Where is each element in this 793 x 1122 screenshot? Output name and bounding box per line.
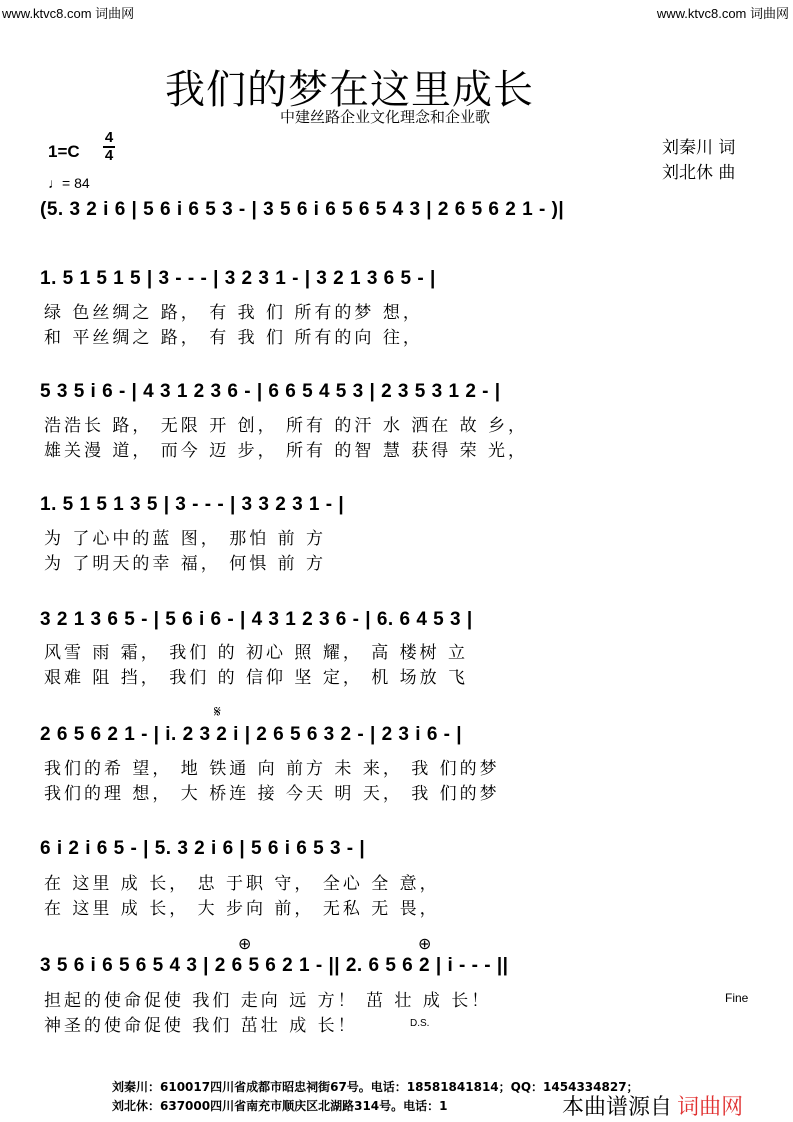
system-5-lyrics-1: 风雪 雨 霜， 我们 的 初心 照 耀， 高 楼树 立	[44, 643, 469, 663]
system-4-lyrics-2: 为 了明天的幸 福， 何惧 前 方	[44, 554, 327, 574]
coda-sign-1: ⊕	[238, 934, 252, 953]
system-5-notes: 3 2 1 3 6 5 - | 5 6 i 6 - | 4 3 1 2 3 6 - | 6. 6 4 5 3 |	[40, 609, 473, 630]
source-brand-name: 词曲网	[677, 1095, 744, 1120]
system-1-notes: (5. 3 2 i 6 | 5 6 i 6 5 3 - | 3 5 6 i 6 5 6 5 4 3 | 2 6 5 6 2 1 - )|	[40, 199, 565, 220]
system-6-notes: 2 6 5 6 2 1 - | i. 2 3 2 i | 2 6 5 6 3 2 - | 2 3 i 6 - |	[40, 724, 463, 745]
quarter-note-icon: ♩	[48, 175, 62, 191]
lyricist-credit: 刘秦川 词	[662, 138, 736, 158]
system-4-notes: 1. 5 1 5 1 3 5 | 3 - - - | 3 3 2 3 1 - |	[40, 494, 345, 515]
system-2-lyrics-1: 绿 色丝绸之 路， 有 我 们 所有的梦 想，	[44, 303, 423, 323]
system-7-lyrics-2: 在 这里 成 长， 大 步向 前， 无私 无 畏，	[44, 899, 440, 919]
ds-marking: D.S.	[410, 1018, 430, 1029]
system-7-lyrics-1: 在 这里 成 长， 忠 于职 守， 全心 全 意，	[44, 874, 440, 894]
song-title: 我们的梦在这里成长	[165, 67, 534, 113]
key-signature: 1=C	[48, 142, 80, 161]
watermark-right: www.ktvc8.com 词曲网	[656, 6, 789, 21]
system-8-lyrics-1: 担起的使命促使 我们 走向 远 方！ 茁 壮 成 长！	[44, 991, 492, 1011]
system-2-notes: 1. 5 1 5 1 5 | 3 - - - | 3 2 3 1 - | 3 2 1 3 6 5 - |	[40, 268, 436, 289]
time-signature-top: 4	[104, 129, 114, 146]
time-signature	[103, 131, 115, 163]
system-3-lyrics-2: 雄关漫 道， 而今 迈 步， 所有 的智 慧 获得 荣 光，	[44, 441, 529, 461]
system-2-lyrics-2: 和 平丝绸之 路， 有 我 们 所有的向 往，	[44, 328, 423, 348]
song-subtitle: 中建丝路企业文化理念和企业歌	[280, 108, 491, 126]
watermark-left: www.ktvc8.com 词曲网	[2, 6, 135, 21]
system-8-notes: 3 5 6 i 6 5 6 5 4 3 | 2 6 5 6 2 1 - || 2. 6 5 6 2 | i - - - ||	[40, 955, 509, 976]
system-6-lyrics-1: 我们的希 望， 地 铁通 向 前方 未 来， 我 们的梦	[44, 759, 500, 779]
system-4-lyrics-1: 为 了心中的蓝 图， 那怕 前 方	[44, 529, 327, 549]
source-brand-text: 本曲谱源自	[562, 1095, 673, 1120]
system-5-lyrics-2: 艰难 阻 挡， 我们 的 信仰 坚 定， 机 场放 飞	[44, 668, 469, 688]
coda-sign-2: ⊕	[418, 934, 432, 953]
footer-contact-1: 刘秦川：610017四川省成都市昭忠祠街67号。电话：18581841814；QQ：1454334827；	[112, 1080, 639, 1094]
time-signature-bottom: 4	[104, 147, 114, 164]
system-3-lyrics-1: 浩浩长 路， 无限 开 创， 所有 的汗 水 洒在 故 乡，	[44, 416, 529, 436]
segno-sign: 𝄋	[214, 702, 221, 721]
composer-credit: 刘北休 曲	[662, 163, 736, 183]
source-brand	[562, 1090, 743, 1121]
system-6-lyrics-2: 我们的理 想， 大 桥连 接 今天 明 天， 我 们的梦	[44, 784, 500, 804]
tempo-marking: ♩= 84	[48, 175, 90, 191]
system-7-notes: 6 i 2 i 6 5 - | 5. 3 2 i 6 | 5 6 i 6 5 3 - |	[40, 838, 366, 859]
fine-marking: Fine	[725, 991, 749, 1005]
system-8-lyrics-2: 神圣的使命促使 我们 茁壮 成 长！	[44, 1016, 358, 1036]
system-3-notes: 5 3 5 i 6 - | 4 3 1 2 3 6 - | 6 6 5 4 5 3 | 2 3 5 3 1 2 - |	[40, 381, 501, 402]
footer-contact-2: 刘北休：637000四川省南充市顺庆区北湖路314号。电话：1	[112, 1099, 448, 1113]
